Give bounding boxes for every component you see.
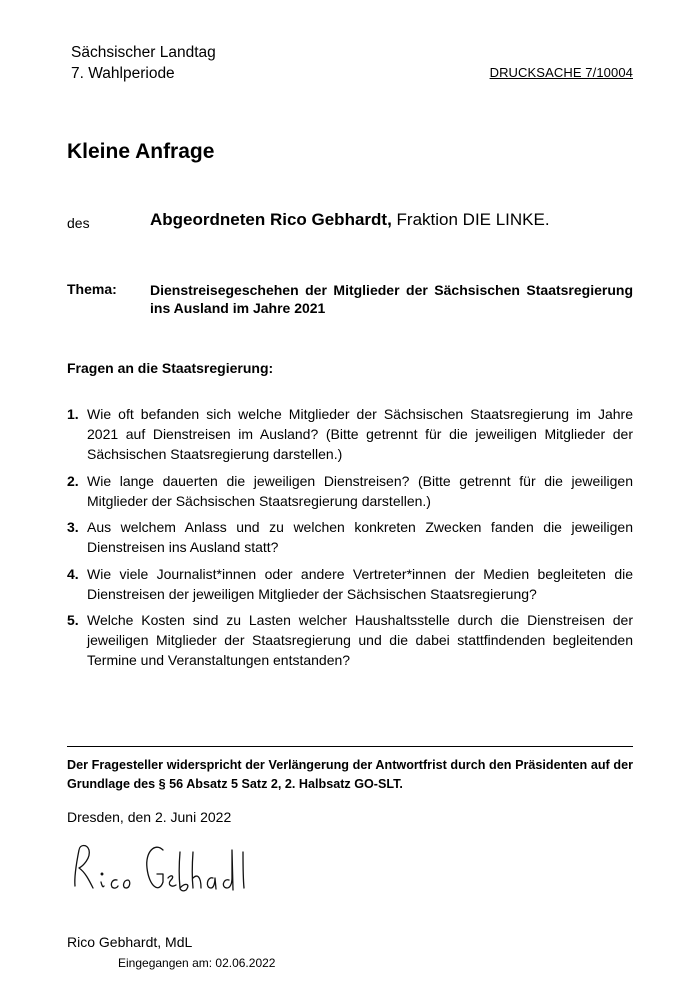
submitter-line bbox=[150, 210, 550, 230]
question-number: 2. bbox=[67, 472, 79, 489]
question-text: Wie oft befanden sich welche Mitglieder der Sächsischen Staatsregierung im Jahre 2021 auf Dienstreisen im Ausland? (Bitte getrennt für die jeweiligen Mitglieder der Sächsischen Staatsregierung darstellen.) bbox=[87, 406, 633, 462]
question-item bbox=[67, 564, 633, 604]
question-item bbox=[67, 471, 633, 511]
page-title: Kleine Anfrage bbox=[67, 140, 215, 163]
question-number: 3. bbox=[67, 519, 79, 535]
place-date: Dresden, den 2. Juni 2022 bbox=[67, 809, 232, 825]
header-institution-block bbox=[71, 42, 216, 84]
question-item bbox=[67, 404, 633, 464]
questions-heading: Fragen an die Staatsregierung: bbox=[67, 360, 274, 376]
question-item bbox=[67, 517, 633, 557]
question-number: 1. bbox=[67, 406, 79, 422]
question-text: Welche Kosten sind zu Lasten welcher Haushaltsstelle durch die Dienstreisen der jeweiligen Mitglieder der Staatsregierung und die dabei stattfindenden begleitenden Termine und Veranstaltungen entstanden? bbox=[87, 612, 633, 668]
question-item bbox=[67, 610, 633, 670]
question-number: 5. bbox=[67, 612, 79, 628]
submitter-faction: Fraktion DIE LINKE. bbox=[396, 210, 550, 229]
topic-text: Dienstreisegeschehen der Mitglieder der Sächsischen Staatsregierung ins Ausland im Jahre 2021 bbox=[150, 282, 633, 316]
handwritten-signature bbox=[67, 838, 267, 898]
submitter-name: Abgeordneten Rico Gebhardt, bbox=[150, 210, 392, 229]
topic-label: Thema: bbox=[67, 281, 117, 297]
received-stamp: Eingegangen am: 02.06.2022 bbox=[118, 956, 276, 970]
signer-name: Rico Gebhardt, MdL bbox=[67, 934, 193, 950]
document-number: DRUCKSACHE 7/10004 bbox=[489, 65, 633, 80]
questions-list bbox=[67, 404, 633, 677]
question-text: Wie viele Journalist*innen oder andere Vertreter*innen der Medien begleiteten die Dienstreisen der jeweiligen Mitglieder der Sächsischen Staatsregierung? bbox=[87, 565, 633, 602]
deadline-objection-note: Der Fragesteller widerspricht der Verlängerung der Antwortfrist durch den Präsidenten auf der Grundlage des § 56 Absatz 5 Satz 2, 2. Halbsatz GO-SLT. bbox=[67, 758, 633, 791]
question-number: 4. bbox=[67, 565, 79, 582]
legislative-period: 7. Wahlperiode bbox=[71, 65, 175, 82]
question-text: Aus welchem Anlass und zu welchen konkreten Zwecken fanden die jeweiligen Dienstreisen ins Ausland statt? bbox=[87, 519, 633, 555]
institution-name: Sächsischer Landtag bbox=[71, 44, 216, 61]
divider bbox=[67, 746, 633, 747]
submitter-label: des bbox=[67, 215, 90, 231]
question-text: Wie lange dauerten die jeweiligen Dienstreisen? (Bitte getrennt für die jeweiligen Mitglieder der Sächsischen Staatsregierung darstellen.) bbox=[87, 472, 633, 509]
